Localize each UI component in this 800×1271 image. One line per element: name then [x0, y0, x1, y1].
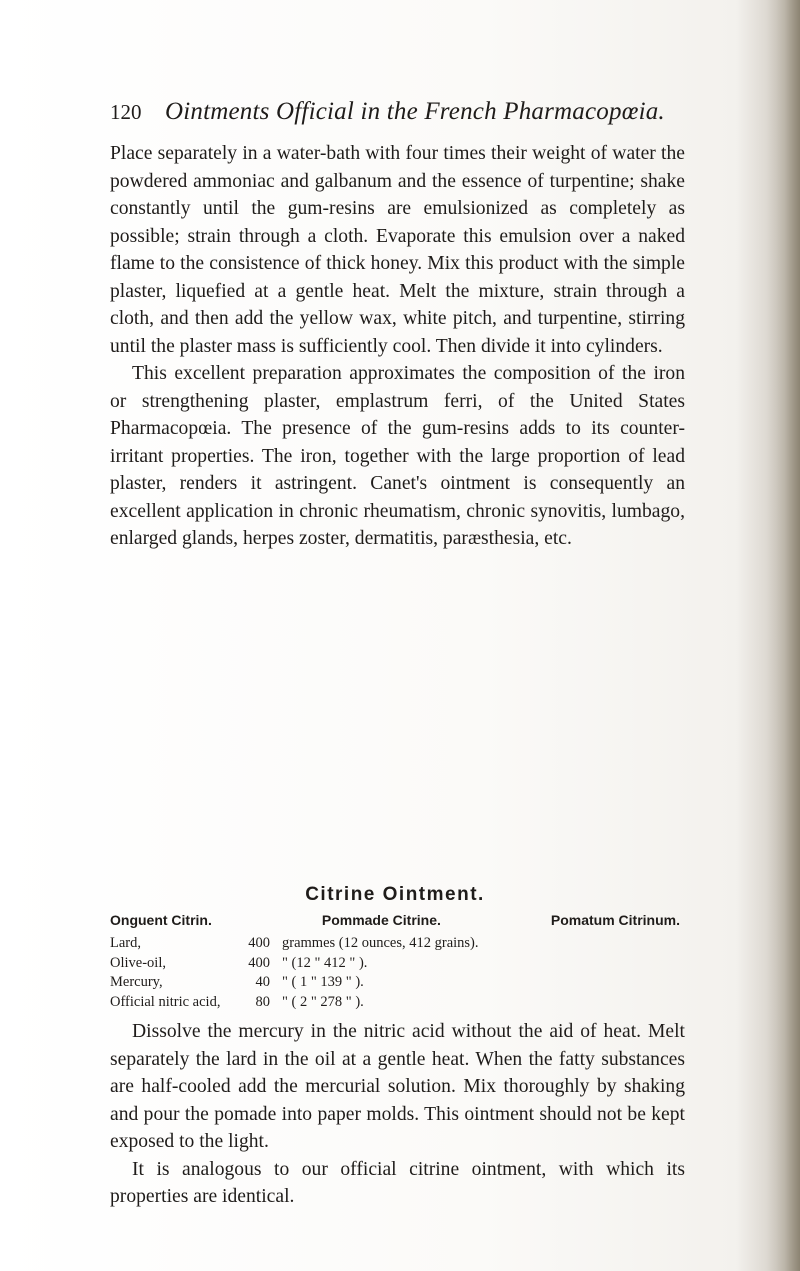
ingredient-name: Official nitric acid,: [110, 993, 221, 1010]
page-edge-shadow: [766, 0, 800, 1271]
ingredient-equivalent: " ( 1 " 139 " ).: [282, 974, 364, 990]
ingredient-equivalent: grammes (12 ounces, 412 grains).: [282, 935, 479, 951]
ingredient-equivalent: " ( 2 " 278 " ).: [282, 993, 364, 1010]
section-title-citrine-ointment: Citrine Ointment.: [305, 884, 485, 905]
ingredient-list: [110, 934, 690, 1012]
synonym-latin: Pomatum Citrinum.: [550, 912, 680, 928]
ingredient-amount: 400: [248, 935, 270, 951]
synonym-french-1: Onguent Citrin.: [110, 912, 212, 928]
ingredient-amount: 80: [255, 993, 270, 1010]
page-header: [110, 100, 710, 136]
ingredient-row: [110, 993, 690, 1013]
running-title: Ointments Official in the French Pharmacopœia.: [165, 98, 665, 125]
paragraph-analogy: It is analogous to our official citrine ointment, with which its properties are identical.: [110, 1158, 685, 1207]
paragraph-directions: Dissolve the mercury in the nitric acid without the aid of heat. Melt separately the lard in the oil at a gentle heat. When the fatty substances are half-cooled add the mercurial solution. Mix thoroughly by shaking and pour the pomade into paper molds. This ointment should not be kept exposed to the light.: [110, 1021, 685, 1152]
ingredient-equivalent: " (12 " 412 " ).: [282, 954, 368, 971]
main-text: [110, 140, 685, 553]
ingredient-name: Mercury,: [110, 974, 163, 990]
synonym-french-2: Pommade Citrine.: [321, 912, 441, 928]
ingredient-row: [110, 973, 690, 993]
citrine-directions: [110, 1018, 685, 1211]
ingredient-name: Lard,: [110, 935, 141, 951]
ingredient-row: [110, 934, 690, 954]
ingredient-amount: 400: [248, 954, 270, 971]
ingredient-row: [110, 954, 690, 974]
paragraph-preparation: Place separately in a water-bath with four times their weight of water the powdered ammoniac and galbanum and the essence of turpentine; shake constantly until the gum-resins are emulsionized as completely as possible; strain through a cloth. Evaporate this emulsion over a naked flame to the consistence of thick honey. Mix this product with the simple plaster, liquefied at a gentle heat. Melt the mixture, strain through a cloth, and then add the yellow wax, white pitch, and turpentine, stirring until the plaster mass is sufficiently cool. Then divide it into cylinders.: [110, 143, 685, 357]
ingredient-name: Olive-oil,: [110, 954, 166, 971]
ingredient-amount: 40: [255, 974, 270, 990]
synonyms-row: [110, 912, 690, 928]
page-number: 120: [110, 100, 142, 124]
paragraph-commentary: This excellent preparation approximates the composition of the iron or strengthening plaster, emplastrum ferri, of the United States Pharmacopœia. The presence of the gum-resins adds to its counter-irritant properties. The iron, together with the large proportion of lead plaster, renders it astringent. Canet's ointment is consequently an excellent application in chronic rheumatism, chronic synovitis, lumbago, enlarged glands, herpes zoster, dermatitis, paræsthesia, etc.: [110, 363, 685, 549]
